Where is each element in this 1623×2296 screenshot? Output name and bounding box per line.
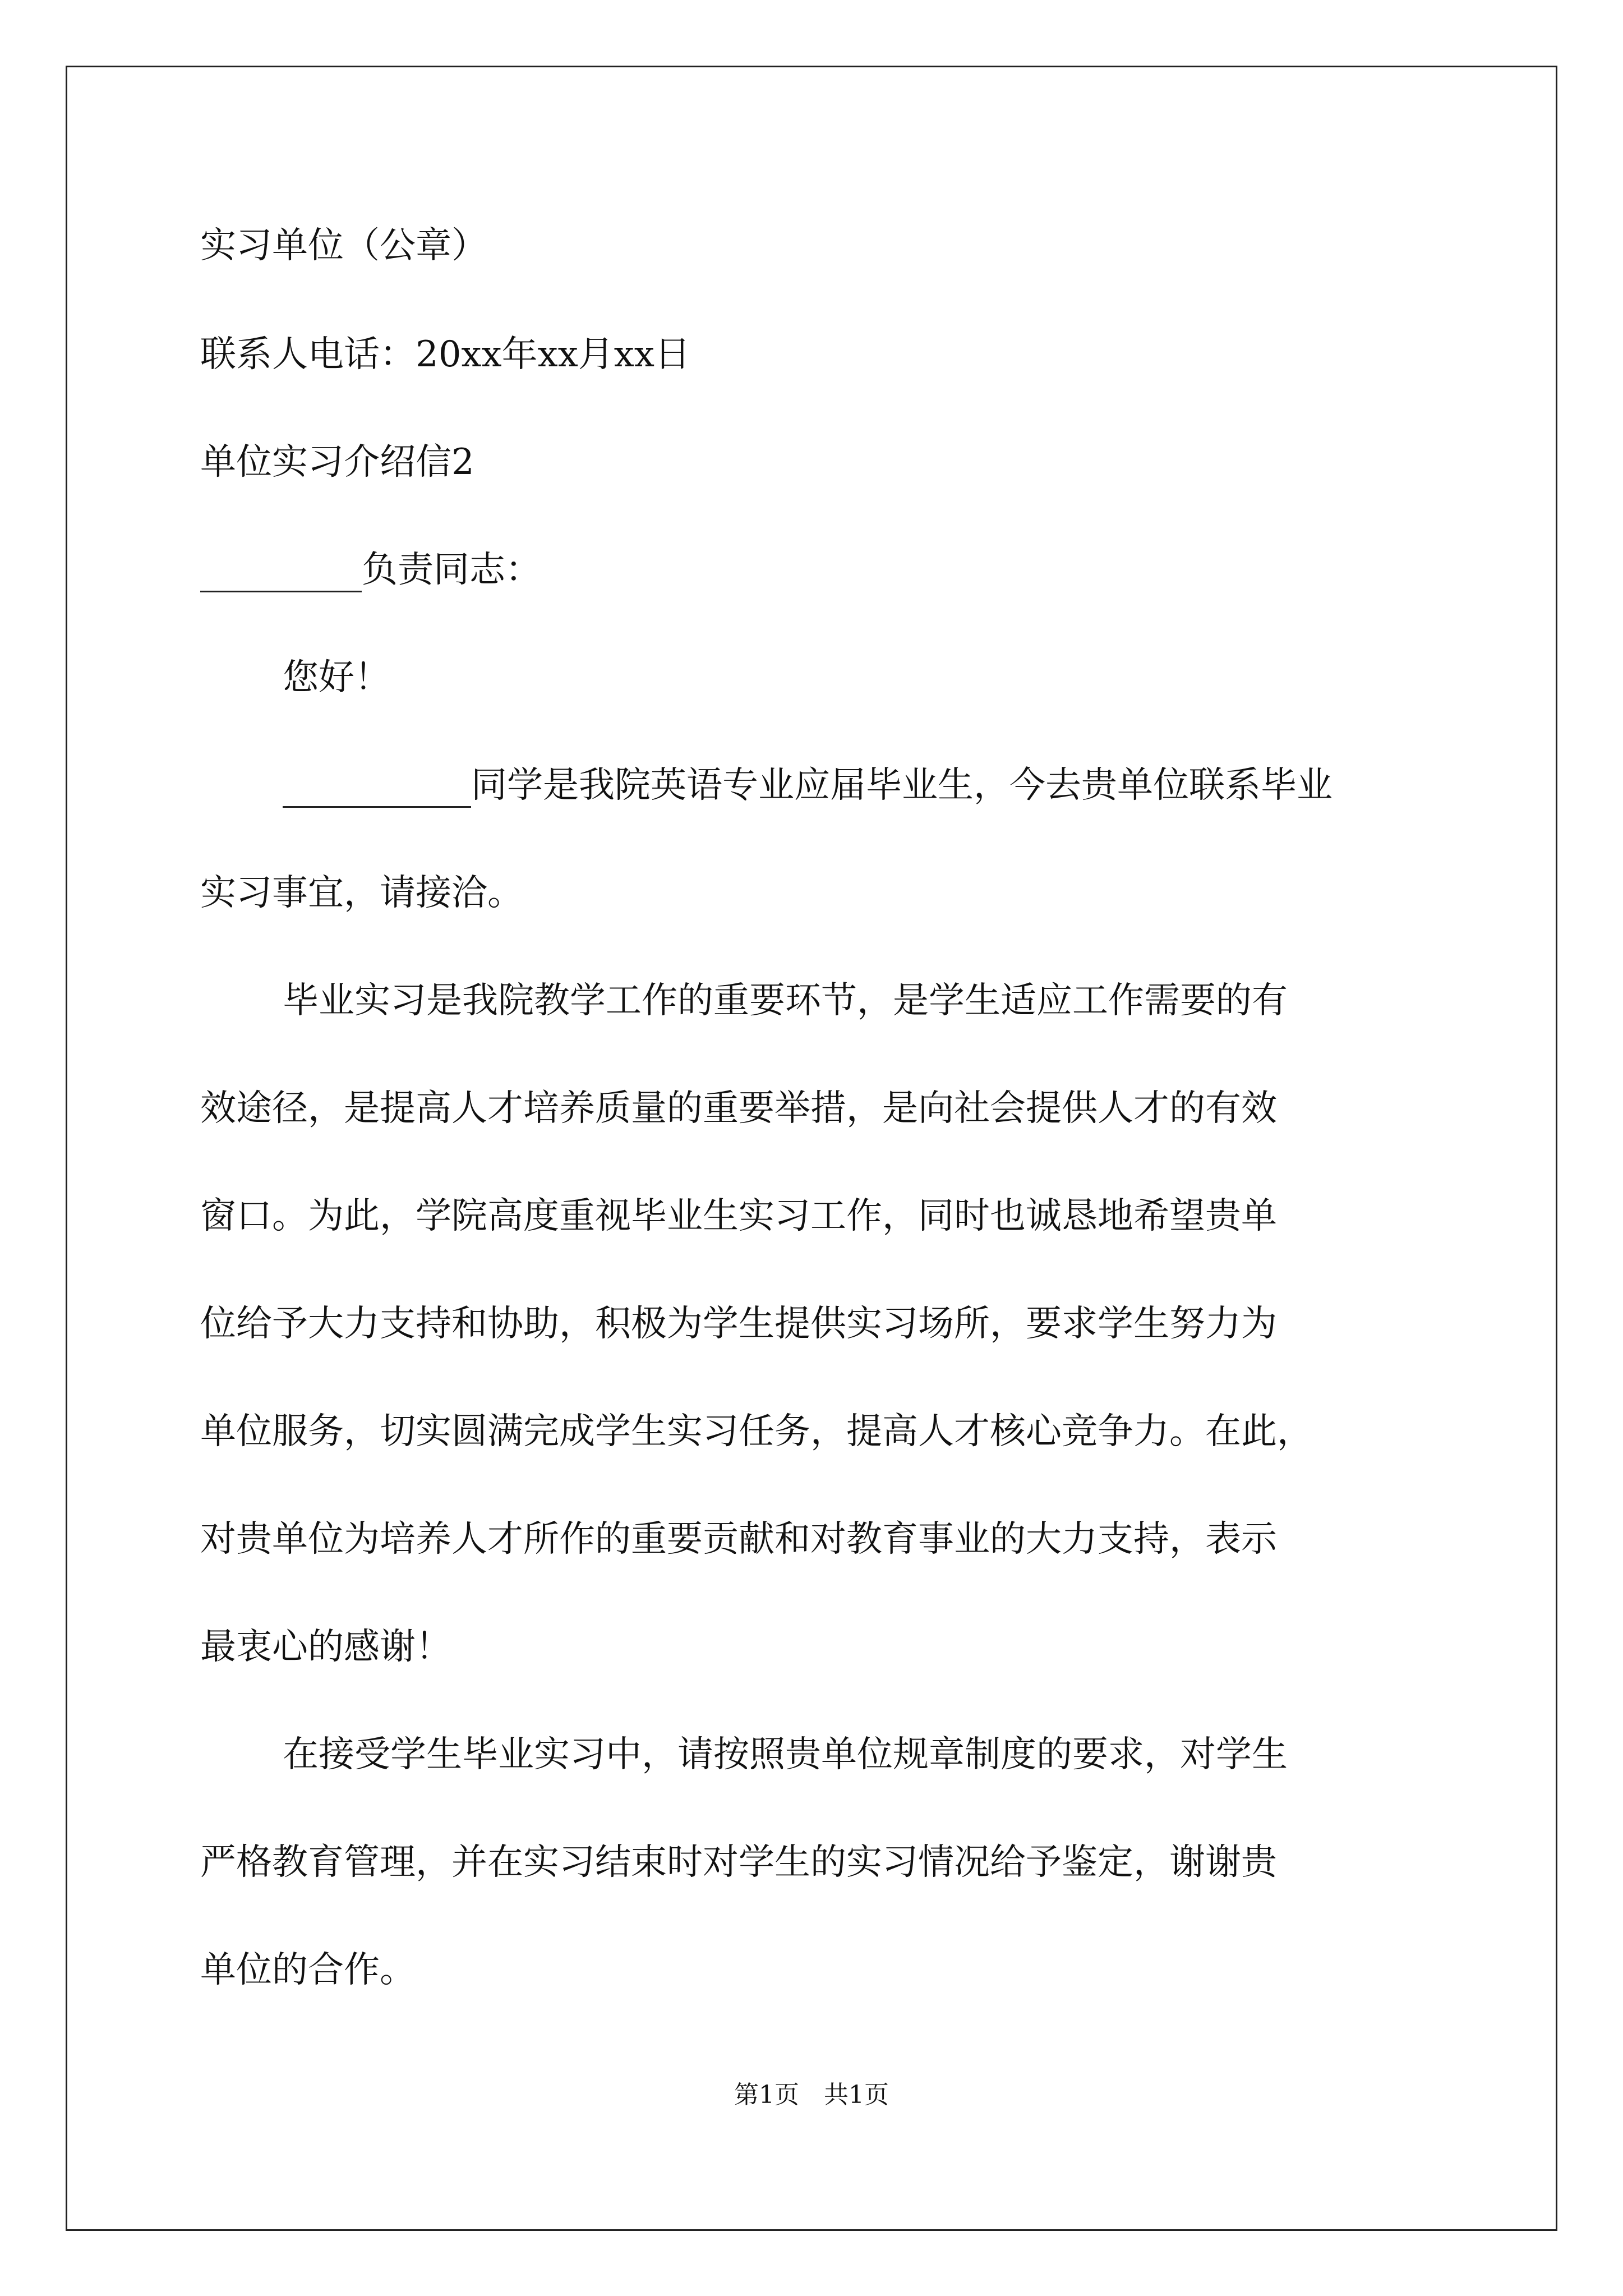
letter-title: 单位实习介绍信2 (200, 441, 474, 483)
student-name-blank[interactable] (283, 772, 471, 808)
paragraph-3-line-2: 严格教育管理，并在实习结束时对学生的实习情况给予鉴定，谢谢贵 (200, 1842, 1277, 1883)
paragraph-2-line-4: 位给予大力支持和协助，积极为学生提供实习场所，要求学生努力为 (200, 1303, 1277, 1345)
paragraph-2-line-7: 最衷心的感谢！ (200, 1626, 451, 1668)
greeting: 您好！ (283, 657, 390, 698)
paragraph-text: 同学是我院英语专业应届毕业生，今去贵单位联系毕业 (471, 765, 1332, 806)
paragraph-2-line-1: 毕业实习是我院教学工作的重要环节，是学生适应工作需要的有 (283, 980, 1288, 1022)
recipient-blank[interactable] (200, 557, 362, 592)
paragraph-2-line-2: 效途径，是提高人才培养质量的重要举措，是向社会提供人才的有效 (200, 1088, 1277, 1129)
salutation (200, 547, 541, 592)
page-number: 第1页 共1页 (734, 2081, 889, 2109)
paragraph-2-line-6: 对贵单位为培养人才所作的重要贡献和对教育事业的大力支持，表示 (200, 1519, 1277, 1560)
paragraph-3-line-3: 单位的合作。 (200, 1949, 416, 1991)
paragraph-1-line-2: 实习事宜，请接洽。 (200, 872, 523, 914)
paragraph-1-line-1 (283, 763, 1332, 808)
paragraph-2-line-5: 单位服务，切实圆满完成学生实习任务，提高人才核心竞争力。在此， (200, 1411, 1313, 1452)
paragraph-3-line-1: 在接受学生毕业实习中，请按照贵单位规章制度的要求，对学生 (283, 1734, 1288, 1775)
page-border (66, 66, 1557, 2231)
paragraph-2-line-3: 窗口。为此，学院高度重视毕业生实习工作，同时也诚恳地希望贵单 (200, 1195, 1277, 1237)
salutation-text: 负责同志： (362, 549, 541, 591)
contact-date-line: 联系人电话：20xx年xx月xx日 (200, 334, 690, 375)
stamp-line: 实习单位（公章） (200, 225, 487, 266)
